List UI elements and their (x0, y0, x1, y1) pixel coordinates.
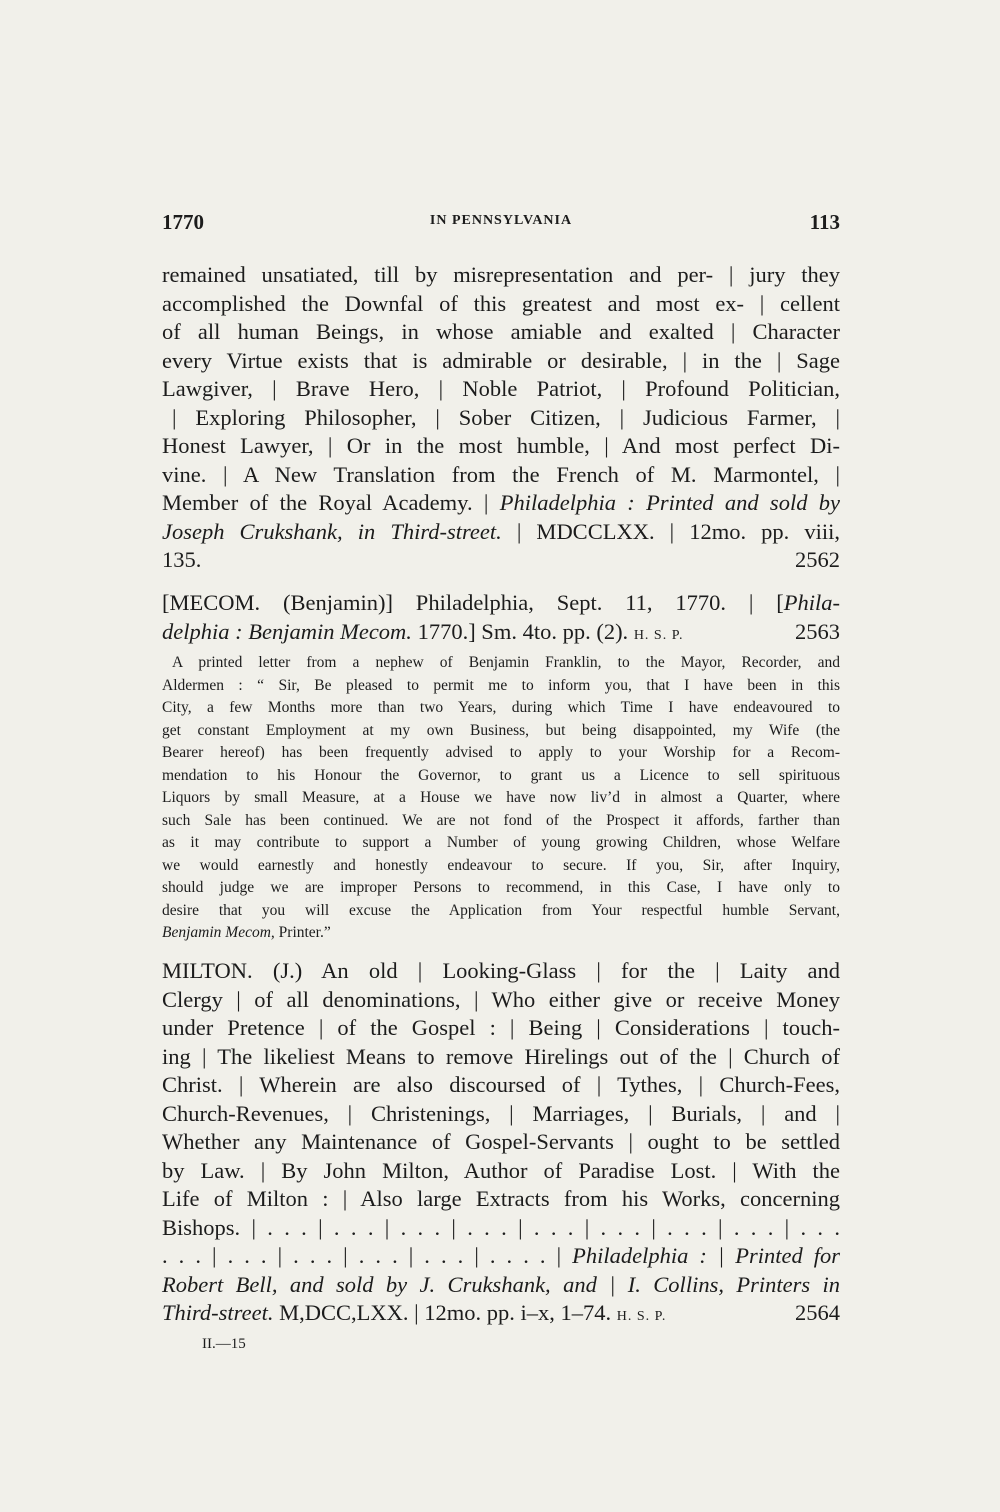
note-line: such Sale has been continued. We are not fond of the Prospect it affords, farther than (162, 811, 840, 829)
text-line (162, 618, 840, 647)
entry-number: 2564 (795, 1300, 840, 1325)
text-line (162, 546, 840, 575)
header-year: 1770 (162, 210, 204, 234)
page-number: 113 (809, 210, 840, 234)
text-line: Life of Milton : | Also large Extracts from his Works, concerning (162, 1186, 840, 1211)
text-line: Whether any Maintenance of Gospel-Servants | ought to be settled (162, 1129, 840, 1154)
text-line: vine. | A New Translation from the French of M. Marmontel, | (162, 461, 840, 487)
signature-mark: II.—15 (202, 1336, 246, 1352)
text-segment: Member of the Royal Academy. | (162, 490, 500, 515)
text-line: accomplished the Downfal of this greatest and most ex- | cellent (162, 290, 840, 316)
note-line: Bearer hereof) has been frequently advised to apply to your Worship for a Recom- (162, 744, 840, 761)
note-line: desire that you will excuse the Application from Your respectful humble Servant, (162, 901, 840, 919)
text-line: by Law. | By John Milton, Author of Paradise Lost. | With the (162, 1157, 840, 1183)
text-line: Christ. | Wherein are also discoursed of | Tythes, | Church-Fees, (162, 1072, 840, 1097)
entry-2563 (162, 589, 840, 646)
text-line (162, 518, 840, 547)
location-code: H. S. P. (616, 1309, 667, 1324)
text-segment: | MDCCLXX. | 12mo. pp. viii, (501, 518, 840, 544)
text-segment: 1770.] Sm. 4to. pp. (2). (411, 618, 634, 644)
text-line: Honest Lawyer, | Or in the most humble, | And most perfect Di- (162, 433, 840, 458)
text-line: under Pretence | of the Gospel : | Being | Considerations | touch- (162, 1015, 840, 1040)
text-line: | Exploring Philosopher, | Sober Citizen, | Judicious Farmer, | (172, 404, 840, 430)
text-line: Bishops. | . . . | . . . | . . . | . . . | . . . | . . . | . . . | . . . | . . . (162, 1214, 840, 1240)
text-line: every Virtue exists that is admirable or desirable, | in the | Sage (162, 347, 840, 373)
imprint-italic: Phila- (783, 590, 840, 615)
entry-number: 2563 (795, 618, 840, 644)
text-line (162, 589, 840, 618)
location-code: H. S. P. (633, 627, 684, 643)
note-line (162, 922, 840, 945)
text-line (162, 1242, 840, 1271)
text-segment: [MECOM. (Benjamin)] Philadelphia, Sept. 11, 1770. | [ (162, 590, 784, 615)
entry-2564 (162, 957, 840, 1328)
note-line: Liquors by small Measure, at a House we have now liv’d in almost a Quarter, where (162, 789, 840, 806)
text-line: MILTON. (J.) An old | Looking-Glass | for the | Laity and (162, 958, 840, 983)
note-line: should judge we are improper Persons to recommend, in this Case, I have only to (162, 879, 840, 896)
imprint-italic: Joseph Crukshank, in Third-street. (162, 518, 502, 544)
text-line (162, 1271, 840, 1300)
running-header (162, 210, 840, 242)
text-line: Church-Revenues, | Christenings, | Marriages, | Burials, | and | (162, 1100, 840, 1126)
text-line: Lawgiver, | Brave Hero, | Noble Patriot, | Profound Politician, (162, 376, 840, 401)
imprint-italic: Third-street. (162, 1300, 274, 1325)
text-line (162, 1299, 840, 1328)
entry-number: 2562 (795, 547, 840, 572)
imprint-italic: Robert Bell, and sold by J. Crukshank, and | I. Collins, Printers in (162, 1271, 840, 1297)
imprint-italic: delphia : Benjamin Mecom. (162, 618, 412, 644)
text-segment: 135. (162, 547, 202, 572)
text-line: of all human Beings, in whose amiable and exalted | Character (162, 319, 840, 344)
text-line: ing | The likeliest Means to remove Hirelings out of the | Church of (162, 1043, 840, 1069)
note-line: as it may contribute to support a Number of young growing Children, whose Welfare (162, 834, 840, 851)
text-segment: . . . | . . . | . . . | . . . | . . . | . . . . | (162, 1243, 573, 1268)
text-line: Clergy | of all denominations, | Who either give or receive Money (162, 986, 840, 1012)
note-line: City, a few Months more than two Years, during which Time I have endeavoured to (162, 699, 840, 716)
text-line (162, 489, 840, 518)
note-italic: Benjamin Mecom, (162, 924, 275, 941)
note-line: mendation to his Honour the Governor, to grant us a Licence to sell spirituous (162, 766, 840, 784)
running-title: IN PENNSYLVANIA (429, 213, 573, 228)
text-segment: M,DCC,LXX. | 12mo. pp. i–x, 1–74. (273, 1300, 617, 1325)
note-line: we would earnestly and honestly endeavour to secure. If you, Sir, after Inquiry, (162, 856, 840, 874)
text-line: remained unsatiated, till by misrepresentation and per- | jury they (162, 262, 840, 287)
imprint-italic: Philadelphia : | Printed for (572, 1243, 840, 1268)
text-segment: Printer.” (274, 924, 331, 941)
note-line: A printed letter from a nephew of Benjamin Franklin, to the Mayor, Recorder, and (172, 654, 840, 671)
imprint-italic: Philadelphia : Printed and sold by (499, 490, 840, 515)
entry-2562 (162, 261, 840, 575)
entry-2563-note (162, 652, 840, 945)
note-line: Aldermen : “ Sir, Be pleased to permit me to inform you, that I have been in this (162, 676, 840, 694)
note-line: get constant Employment at my own Business, but being disappointed, my Wife (the (162, 721, 840, 739)
